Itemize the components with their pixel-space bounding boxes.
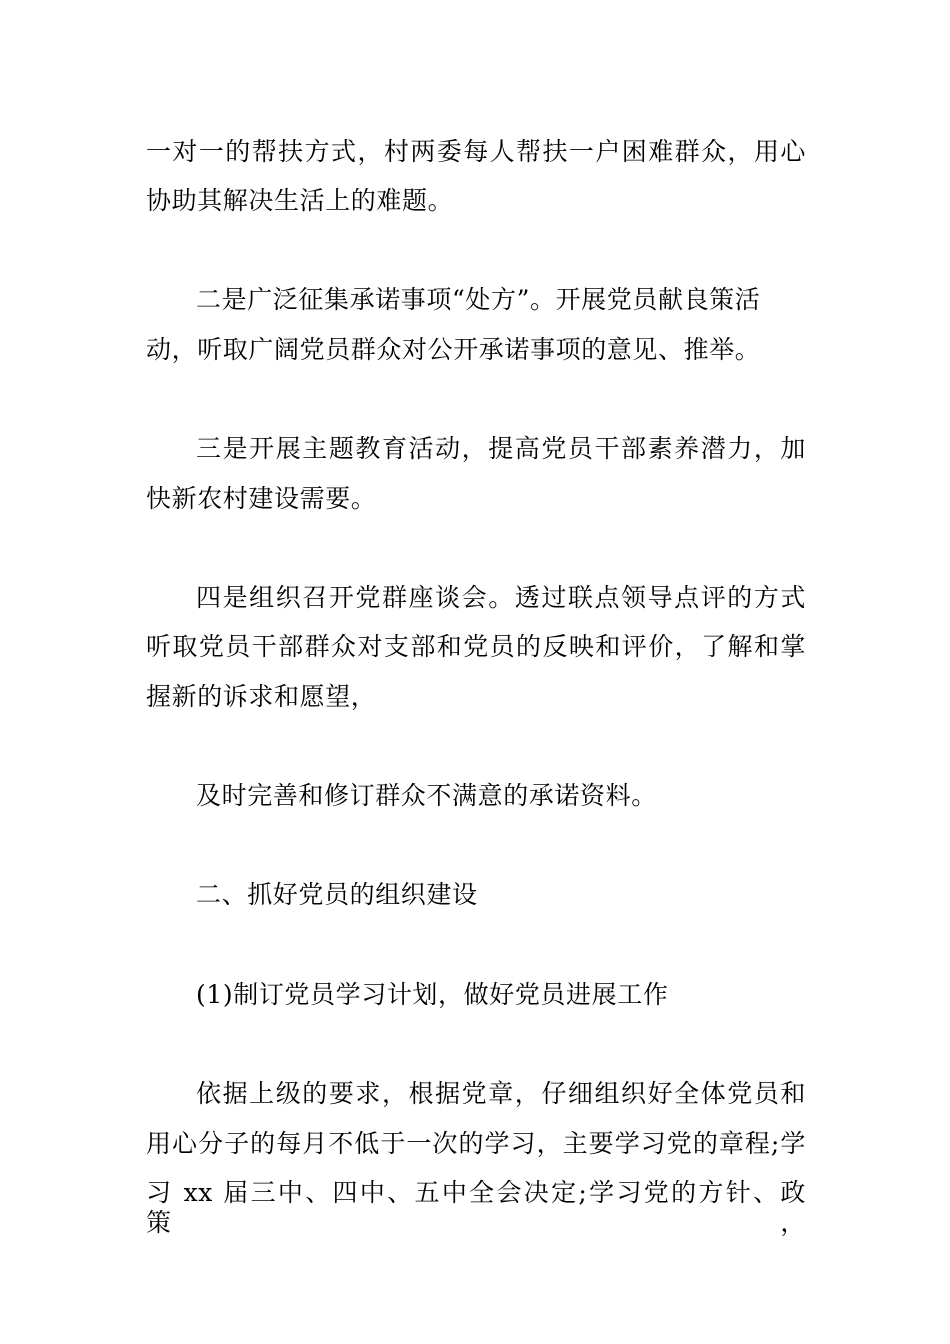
paragraph-line: 快新农村建设需要。 — [146, 484, 377, 513]
paragraph-line: 四是组织召开党群座谈会。透过联点领导点评的方式 — [196, 583, 806, 612]
paragraph-line: 用心分子的每月不低于一次的学习，主要学习党的章程;学 — [146, 1129, 806, 1158]
paragraph-line: 听取党员干部群众对支部和党员的反映和评价，了解和掌 — [146, 632, 806, 661]
paragraph-line: 握新的诉求和愿望， — [146, 682, 377, 711]
paragraph-line: 习 xx 届三中、四中、五中全会决定;学习党的方针、政策， — [146, 1178, 806, 1237]
section-heading: 二、抓好党员的组织建设 — [196, 880, 478, 909]
paragraph-line: 动，听取广阔党员群众对公开承诺事项的意见、推举。 — [146, 335, 761, 364]
paragraph-line: 二是广泛征集承诺事项“处方”。开展党员献良策活 — [196, 285, 761, 314]
paragraph-line: 三是开展主题教育活动，提高党员干部素养潜力，加 — [196, 434, 806, 463]
subsection-heading: (1)制订党员学习计划，做好党员进展工作 — [196, 980, 669, 1009]
paragraph-line: 及时完善和修订群众不满意的承诺资料。 — [196, 781, 657, 810]
paragraph-line: 协助其解决生活上的难题。 — [146, 186, 454, 215]
paragraph-line: 依据上级的要求，根据党章，仔细组织好全体党员和 — [196, 1079, 806, 1108]
paragraph-line: 一对一的帮扶方式，村两委每人帮扶一户困难群众，用心 — [146, 137, 806, 166]
